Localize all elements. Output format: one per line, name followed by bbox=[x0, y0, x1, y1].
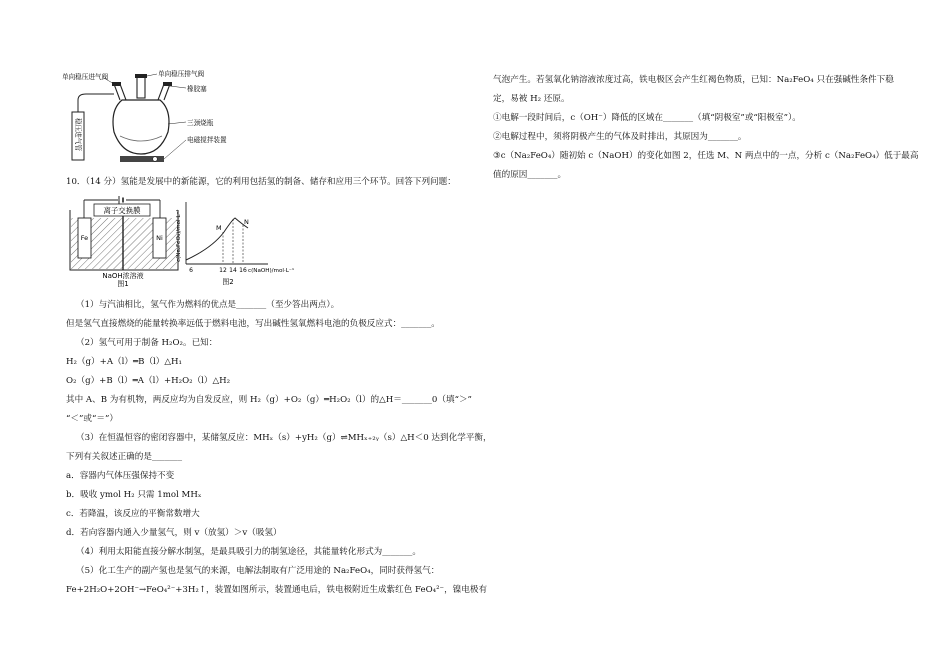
fe-electrode-label: Fe bbox=[80, 234, 89, 242]
q-option-b: b．吸收 ymol H₂ 只需 1mol MHₓ bbox=[66, 490, 202, 500]
q-line: （4）利用太阳能直接分解水制氢，是最具吸引力的制氢途径，其能量转化形式为_______。 bbox=[76, 547, 421, 557]
electrolysis-cell-figure bbox=[66, 196, 184, 286]
q-line: Fe+2H₂O+2OH⁻→FeO₄²⁻+3H₂↑，装置如图所示，装置通电后，铁电极附近生成紫红色 FeO₄²⁻，镍电极有 bbox=[66, 585, 488, 595]
tick-label-16: 16 bbox=[239, 267, 247, 274]
q-line: 但是氢气直接燃烧的能量转换率远低于燃料电池，写出碱性氢氧燃料电池的负极反应式：_______。 bbox=[66, 319, 440, 329]
tick-label-6: 6 bbox=[189, 267, 193, 274]
tick-label-12: 12 bbox=[219, 267, 227, 274]
q-line: O₂（g）+B（l）═A（l）+H₂O₂（l）△H₂ bbox=[66, 376, 231, 386]
q-option-c: c．若降温，该反应的平衡常数增大 bbox=[66, 509, 200, 519]
point-n-label: N bbox=[244, 218, 249, 226]
q-line: 下列有关叙述正确的是_______ bbox=[66, 452, 183, 462]
membrane-label: 离子交换膜 bbox=[103, 206, 141, 215]
tick-label-14: 14 bbox=[229, 267, 237, 274]
inlet-valve-label: 单向稳压进气阀 bbox=[62, 73, 109, 81]
point-m-label: M bbox=[216, 224, 222, 232]
q-subquestion-1: ①电解一段时间后，c（OH⁻）降低的区域在_______（填“阴极室”或“阳极室”）。 bbox=[493, 113, 801, 123]
q-line: 其中 A、B 为有机物，两反应均为自发反应，则 H₂（g）+O₂（g）═H₂O₂（l）的△H＝_______0（填“＞” bbox=[66, 395, 472, 405]
q-line: 值的原因_______。 bbox=[493, 170, 567, 180]
ni-electrode-label: Ni bbox=[156, 234, 163, 242]
q-subquestion-2: ②电解过程中，须将阴极产生的气体及时排出，其原因为_______。 bbox=[493, 132, 747, 142]
q-line: （2）氢气可用于制备 H₂O₂。已知： bbox=[76, 338, 218, 348]
q-line: “＜”或“＝”） bbox=[66, 414, 118, 424]
q-line: （3）在恒温恒容的密闭容器中，某储氢反应：MHₓ（s）+yH₂（g）⇌MHₓ₊₂ᵧ（s）△H＜0 达到化学平衡， bbox=[76, 433, 492, 443]
outlet-valve-label: 单向稳压排气阀 bbox=[158, 70, 205, 78]
fig1-caption: 图1 bbox=[117, 280, 129, 288]
q-line: （1）与汽油相比，氢气作为燃料的优点是_______（至少答出两点）。 bbox=[76, 300, 340, 310]
q-option-d: d．若向容器内通入少量氢气，则 v（放氢）＞v（吸氢） bbox=[66, 528, 282, 538]
rubber-stopper-label: 橡胶塞 bbox=[187, 85, 207, 93]
q-subquestion-3: ③c（Na₂FeO₄）随初始 c（NaOH）的变化如图 2，任选 M、N 两点中的一点，分析 c（Na₂FeO₄）低于最高 bbox=[493, 151, 919, 161]
graph-plot-area bbox=[186, 202, 268, 264]
q-line: （5）化工生产的副产氢也是氢气的来源，电解法制取有广泛用途的 Na₂FeO₄，同时获得氢气： bbox=[76, 566, 440, 576]
tube-label: 稳压进气管 bbox=[74, 118, 82, 151]
question-header: 10．（14 分）氢能是发展中的新能源，它的利用包括氢的制备、储存和应用三个环节。回答下列问题： bbox=[66, 177, 456, 187]
fig2-xlabel: c(NaOH)/mol·L⁻¹ bbox=[248, 268, 295, 274]
right-column bbox=[493, 74, 919, 182]
q-line: 定，易被 H₂ 还原。 bbox=[493, 94, 570, 104]
solution-label: NaOH浓溶液 bbox=[102, 272, 144, 280]
q-line: H₂（g）+A（l）═B（l）△H₁ bbox=[66, 357, 182, 367]
fig2-caption: 图2 bbox=[222, 278, 234, 286]
q-line: 气泡产生。若氢氧化钠溶液浓度过高，铁电极区会产生红褐色物质，已知：Na₂FeO₄ 只在强碱性条件下稳 bbox=[493, 75, 894, 85]
fig2-ylabel: c(Na₂FeO₄)/mol·L⁻¹ bbox=[176, 209, 182, 262]
flask-label: 三颈烧瓶 bbox=[187, 119, 214, 127]
stirrer-label: 电磁搅拌装置 bbox=[187, 136, 227, 144]
q-option-a: a．容器内气体压强保持不变 bbox=[66, 471, 175, 481]
concentration-graph bbox=[172, 196, 295, 288]
apparatus-figure bbox=[62, 70, 227, 170]
